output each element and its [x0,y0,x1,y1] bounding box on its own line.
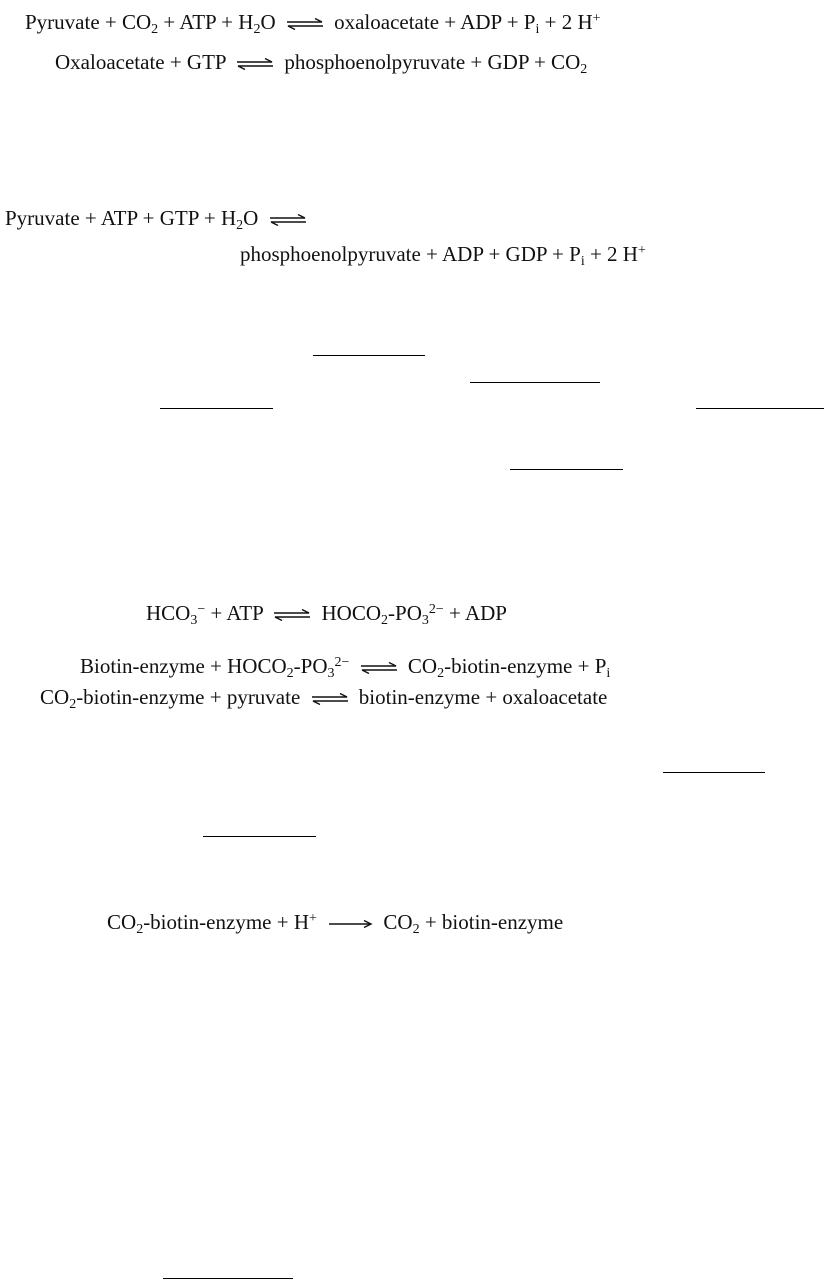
eq-text: -biotin-enzyme + pyruvate [76,685,301,709]
eq-sub: 2 [253,22,261,37]
equation-oxaloacetate-decarboxylation [55,50,588,77]
eq-sub: 2 [69,697,77,712]
equilibrium-arrow-icon [269,214,307,226]
answer-blank-3[interactable] [160,408,273,409]
eq-sup: − [197,602,206,617]
equation-carboxyphosphate-formation [146,601,507,628]
eq-sup: 2− [428,602,444,617]
eq-text: + 2 H [539,10,593,34]
eq-text: -biotin-enzyme + H [143,910,309,934]
eq-text: + biotin-enzyme [419,910,564,934]
eq-text: CO [107,910,137,934]
eq-sub: 2 [437,666,445,681]
eq-text: HCO [146,601,191,625]
eq-sub: i [606,666,611,681]
equation-sum-line-2 [240,242,646,269]
answer-blank-2[interactable] [470,382,600,383]
eq-text: Pyruvate + CO [25,10,152,34]
eq-sub: 3 [190,613,198,628]
eq-text: O [260,10,276,34]
eq-sub: 3 [421,613,429,628]
equation-biotin-carboxylation [80,654,611,681]
eq-text: + 2 H [584,242,638,266]
eq-text: oxaloacetate + ADP + P [334,10,536,34]
eq-sub: 2 [136,922,144,937]
answer-blank-7[interactable] [203,836,316,837]
eq-sup: + [592,11,601,26]
answer-blank-4[interactable] [696,408,824,409]
eq-text: phosphoenolpyruvate + GDP + CO [284,50,581,74]
answer-blank-1[interactable] [313,355,425,356]
eq-text: CO [383,910,413,934]
eq-sup: 2− [334,655,350,670]
eq-sub: i [535,22,540,37]
eq-text: phosphoenolpyruvate + ADP + GDP + P [240,242,581,266]
eq-sup: + [637,243,646,258]
eq-text: CO [407,654,438,678]
eq-text: -biotin-enzyme + P [444,654,607,678]
answer-blank-5[interactable] [510,469,623,470]
answer-blank-6[interactable] [663,772,765,773]
eq-sup: + [308,911,317,926]
equilibrium-arrow-icon [236,58,274,70]
equation-biotin-decarboxylation [107,910,564,937]
eq-sub: 3 [327,666,335,681]
reaction-arrow-icon [327,918,373,930]
eq-text: -PO [388,601,422,625]
equation-pyruvate-carboxylation [25,10,601,37]
equation-sum-line-1 [5,206,312,233]
eq-text: O [243,206,259,230]
equilibrium-arrow-icon [360,662,398,674]
eq-text: CO [40,685,70,709]
eq-text: + ADP [443,601,507,625]
equation-carboxyl-transfer [40,685,608,712]
eq-text: Biotin-enzyme + HOCO [80,654,287,678]
eq-text: HOCO [321,601,382,625]
eq-sub: 2 [151,22,159,37]
eq-sub: 2 [381,613,389,628]
eq-sub: 2 [580,62,588,77]
eq-text: Pyruvate + ATP + GTP + H [5,206,237,230]
eq-text: -PO [293,654,328,678]
eq-sub: 2 [286,666,294,681]
equilibrium-arrow-icon [311,693,349,705]
answer-blank-8[interactable] [163,1278,293,1279]
eq-text: biotin-enzyme + oxaloacetate [358,685,608,709]
equilibrium-arrow-icon [273,609,311,621]
eq-sub: 2 [412,922,420,937]
equilibrium-arrow-icon [286,18,324,30]
eq-sub: i [580,254,585,269]
eq-text: + ATP [205,601,263,625]
eq-text: + ATP + H [158,10,254,34]
eq-text: Oxaloacetate + GTP [55,50,226,74]
eq-sub: 2 [236,218,244,233]
